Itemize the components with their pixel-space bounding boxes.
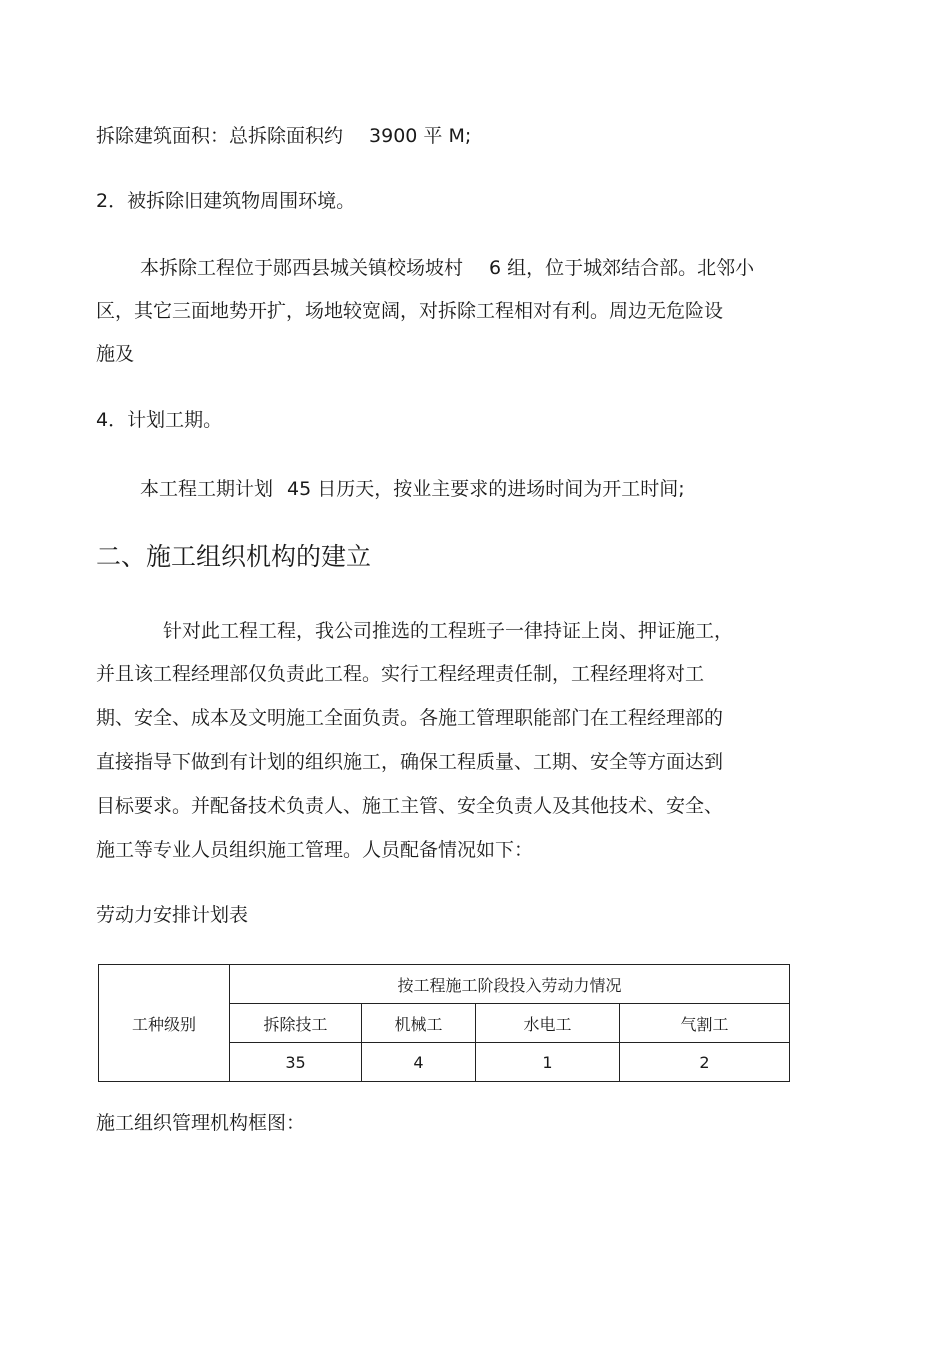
item-2-heading: 2．被拆除旧建筑物周围环境。	[96, 190, 356, 212]
org-paragraph-line-1: 针对此工程工程，我公司推选的工程班子一律持证上岗、押证施工，	[163, 620, 734, 642]
org-paragraph-line-4: 直接指导下做到有计划的组织施工，确保工程质量、工期、安全等方面达到	[96, 751, 724, 773]
environment-text-a: 本拆除工程位于郧西县城关镇校场坡村	[140, 257, 464, 279]
period-text-a: 本工程工期计划	[140, 478, 274, 500]
column-header-cell: 气割工	[620, 1004, 790, 1043]
value-cell: 4	[362, 1043, 476, 1082]
org-paragraph-line-5: 目标要求。并配备技术负责人、施工主管、安全负责人及其他技术、安全、	[96, 795, 724, 817]
group-header-cell: 按工程施工阶段投入劳动力情况	[230, 965, 790, 1004]
table-row	[99, 965, 790, 1004]
environment-paragraph-line-3: 施及	[96, 343, 135, 365]
period-text-b: 45 日历天，按业主要求的进场时间为开工时间;	[287, 478, 685, 500]
item-4-heading: 4．计划工期。	[96, 409, 223, 431]
value-cell: 2	[620, 1043, 790, 1082]
value-cell: 1	[476, 1043, 620, 1082]
org-paragraph-line-6: 施工等专业人员组织施工管理。人员配备情况如下：	[96, 839, 534, 861]
org-chart-caption: 施工组织管理机构框图：	[96, 1112, 306, 1134]
area-line	[96, 124, 471, 148]
area-label: 拆除建筑面积：总拆除面积约	[96, 125, 344, 147]
environment-paragraph-line-2: 区，其它三面地势开扩，场地较宽阔，对拆除工程相对有利。周边无危险设	[96, 300, 724, 322]
area-value: 3900 平 M;	[369, 125, 472, 147]
row-header-cell: 工种级别	[99, 965, 230, 1082]
column-header-cell: 水电工	[476, 1004, 620, 1043]
column-header-cell: 拆除技工	[230, 1004, 362, 1043]
org-paragraph-line-3: 期、安全、成本及文明施工全面负责。各施工管理职能部门在工程经理部的	[96, 707, 724, 729]
column-header-cell: 机械工	[362, 1004, 476, 1043]
value-cell: 35	[230, 1043, 362, 1082]
section-heading: 二、施工组织机构的建立	[96, 542, 372, 571]
table-title: 劳动力安排计划表	[96, 904, 249, 926]
org-paragraph-line-2: 并且该工程经理部仅负责此工程。实行工程经理责任制，工程经理将对工	[96, 663, 705, 685]
environment-text-b: 6 组，位于城郊结合部。北邻小	[489, 257, 755, 279]
labor-plan-table	[98, 964, 790, 1082]
period-paragraph	[140, 477, 685, 501]
environment-paragraph-line-1	[140, 256, 754, 280]
